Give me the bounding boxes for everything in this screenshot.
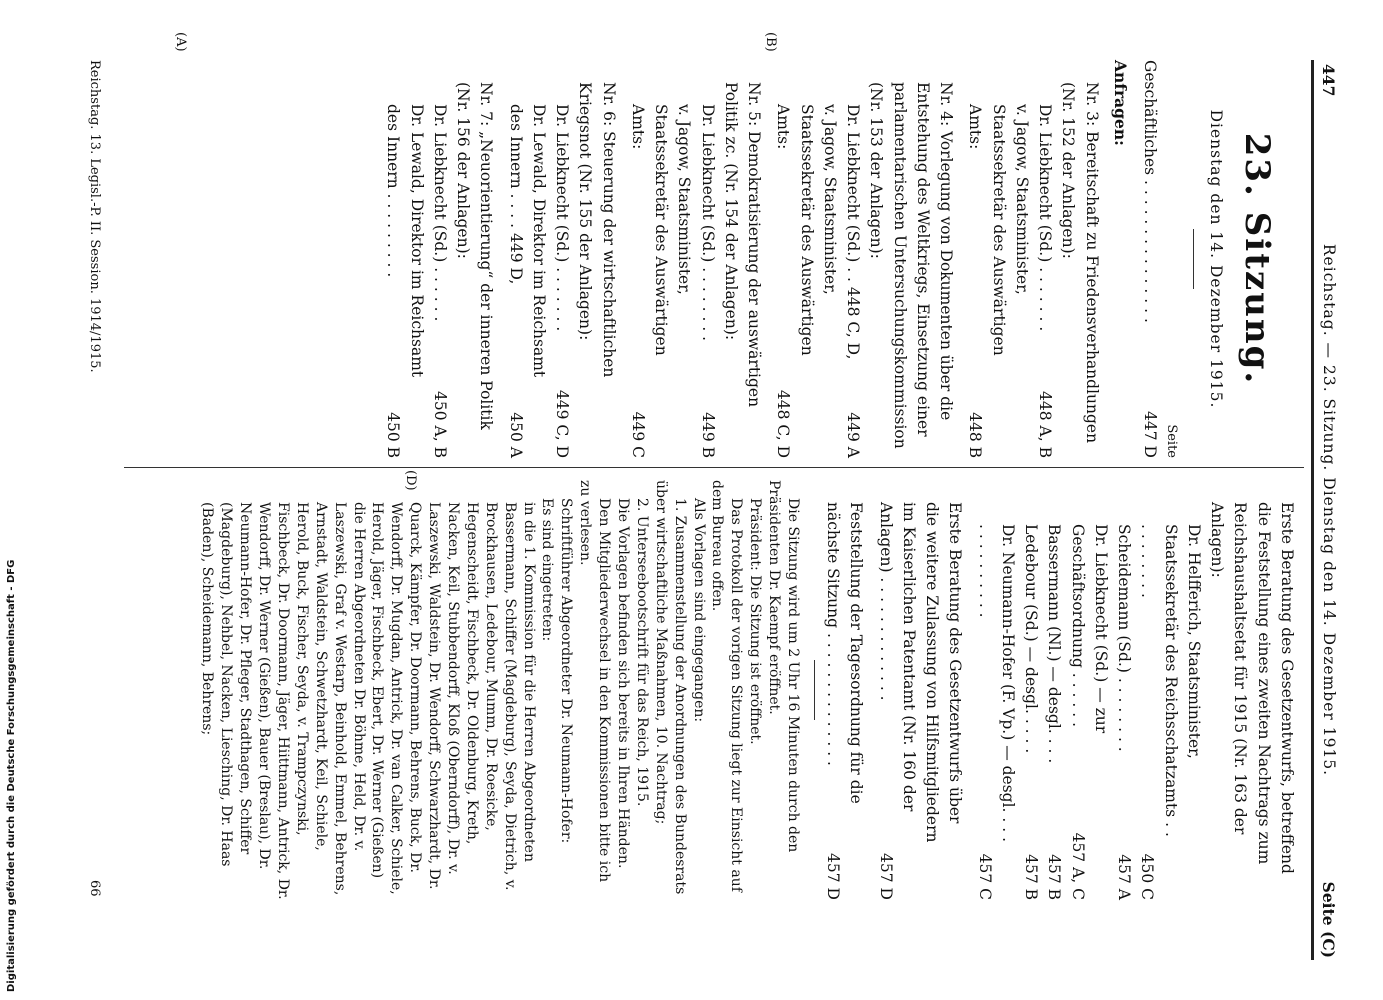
- toc-entries: [381, 60, 1161, 458]
- toc-entry: [963, 60, 1033, 458]
- entry-text: Anfragen:: [1111, 60, 1130, 146]
- sheet-number: 66: [87, 880, 102, 897]
- divider: [814, 660, 815, 720]
- toc-entry: [771, 60, 841, 458]
- body-paragraph: in die 1. Kommission für die Herren Abgeordneten Bassermann, Schiffer (Magdeburg), Seyda, Dietrich, v. Brockhausen, Ledebour, Mumm, Dr. Roesicke, Hegenscheidt, Fischbeck, Dr. Oldenburg, Kreth, Nacken, Keil, Stubbendorff, Kloß (Oberndorff), Dr. v. Laszewski, Waldstein, Dr. Wendorff, Schwarzhardt, Dr. Quarck, Kämpfer, Dr. Doormann, Behrens, Buck, Dr. Wendorff, Dr. Mugdan, Antrick, Dr. van Calker, Schiele, Herold, Jäger, Fischbeck, Ebert, Dr. Werner (Gießen): [369, 502, 537, 895]
- toc-entry: [1112, 480, 1135, 900]
- entry-text: Dr. Liebknecht (Sd.) . . . . . . . .: [698, 104, 717, 342]
- entry-text: Dr. Liebknecht (Sd.) . . . . . . .: [1036, 104, 1055, 332]
- toc-entries-continued: [821, 480, 1298, 900]
- toc-entry: [1033, 60, 1056, 458]
- toc-entry: [550, 60, 573, 458]
- running-title: Reichstag. — 23. Sitzung. Dienstag den 14. Dezember 1915.: [1320, 243, 1338, 777]
- page-number: 447: [1319, 64, 1338, 97]
- body-paragraph: Schriftführer Abgeordneter Dr. Neumann-Hofer:: [558, 498, 575, 844]
- entry-page-ref: 447 D: [1141, 411, 1160, 458]
- body-paragraph: Es sind eingetreten:: [539, 498, 556, 642]
- toc-column: [381, 60, 1304, 458]
- entry-page-ref: 448 B: [966, 412, 985, 458]
- entry-page-ref: 450 B: [384, 412, 403, 458]
- body-paragraph: 2. Unterseebootschrift für das Reich, 1915.: [633, 498, 650, 807]
- body-paragraph: Die Vorlagen befinden sich bereits in Ihren Händen.: [614, 498, 631, 869]
- toc-entry: [1019, 480, 1042, 900]
- entry-text: Bassermann (Nl.) — desgl. . . .: [1045, 524, 1064, 764]
- body-paragraph: die Herren Abgeordneten Dr. Böhme, Held, Dr. v. Laszewski, Graf v. Westarp, Beinhold, Emmel, Behrens, Arnstadt, Waldstein, Schwetzhardt, Keil, Schiele, Herold, Buck, Fischer, Seyda, v. Trampczynski, Fischbeck, Dr. Doormann, Jäger, Hiittmann, Antrick, Dr. Wendorff, Dr. Werner (Gießen), Bauer (Breslau), Dr. Neumann-Hofer, Dr. Pfleger, Stadthagen, Schiffer (Magdeburg), Nehbel, Nacken, Liesching, Dr. Haas (Baden), Scheidemann, Behrens;: [199, 502, 367, 900]
- session-title: 23. Sitzung.: [1237, 132, 1277, 386]
- entry-text: Erste Beratung des Gesetzentwurfs, betreffend die Feststellung eines zweiten Nachtrags zum Reichshaushaltsetat für 1915 (Nr. 163 der Anlagen):: [1208, 502, 1296, 874]
- proceedings-column: [198, 480, 1305, 900]
- entry-text: Dr. Liebknecht (Sd.) — zur Geschäftsordnung . . . . . .: [1068, 524, 1110, 734]
- entry-page-ref: 449 C, D: [553, 389, 572, 458]
- toc-entry: [1138, 60, 1161, 458]
- entry-page-ref: 449 B: [698, 412, 717, 458]
- toc-entry: [1109, 60, 1132, 458]
- toc-entry: [1056, 60, 1103, 458]
- entry-page-ref: 450 A, B: [431, 391, 449, 458]
- entry-text: Feststellung der Tagesordnung für die nächste Sitzung . . . . . . . . . . . . . .: [824, 502, 866, 804]
- proceedings-body: [198, 480, 803, 900]
- toc-entry: [1066, 480, 1113, 900]
- body-paragraph: 1. Zusammenstellung der Anordnungen des Bundesrats über wirtschaftliche Maßnahmen, 10. Nachtrag;: [652, 480, 688, 895]
- toc-entry: [573, 60, 620, 458]
- toc-entry: [874, 480, 967, 900]
- body-paragraph: Präsident: Die Sitzung ist eröffnet.: [747, 498, 764, 745]
- entry-page-ref: 457 A: [1115, 854, 1134, 900]
- toc-entry: [864, 60, 957, 458]
- entry-text: Scheidemann (Sd.) . . . . . . . .: [1115, 524, 1134, 752]
- entry-page-ref: 449 C: [629, 411, 647, 458]
- entry-text: v. Jagow, Staatsminister, Staatssekretär des Auswärtigen Amts:: [629, 104, 694, 356]
- session-date: Dienstag den 14. Dezember 1915.: [1207, 109, 1225, 409]
- toc-entry: [696, 60, 719, 458]
- toc-entry: [381, 60, 428, 458]
- toc-entry: [841, 60, 864, 458]
- entry-text: Ledebour (Sd.) — desgl. . . . .: [1022, 524, 1041, 754]
- entry-text: Geschäftliches . . . . . . . . . . . . . . .: [1141, 60, 1160, 323]
- entry-page-ref: 448 A, B: [1036, 391, 1055, 458]
- entry-text: Dr. Liebknecht (Sd.) . . . . . . .: [553, 104, 572, 332]
- margin-mark-a: (A): [173, 32, 188, 52]
- entry-text: v. Jagow, Staatsminister, Staatssekretär des Auswärtigen Amts:: [966, 104, 1031, 356]
- entry-text: Dr. Lewald, Direktor im Reichsamt des Innern . . . . 449 D,: [506, 104, 548, 378]
- entry-text: Dr. Neumann-Hofer (F. Vp.) — desgl. . . . . . . . . . . . . .: [975, 524, 1017, 843]
- body-paragraph: Den Mitgliederwechsel in den Kommissionen bitte ich zu verlesen.: [577, 480, 613, 883]
- page-footer: Reichstag. 13. Legisl.-P. II. Session. 1914/1915.: [87, 60, 102, 373]
- entry-text: Erste Beratung des Gesetzentwurfs über die weitere Zulassung von Hilfsmitgliedern im Kaiserlichen Patentamt (Nr. 160 der Anlagen) . . . . . . . . . . . . .: [876, 502, 965, 843]
- rotated-page: [80, 32, 1340, 960]
- entry-text: Nr. 4: Vorlegung von Dokumenten über die Entstehung des Weltkriegs, Einsetzung einer parlamentarischen Untersuchungskommission (Nr. 153 der Anlagen):: [867, 82, 956, 449]
- toc-entry: [626, 60, 696, 458]
- seite-label: Seite (C): [1319, 881, 1338, 958]
- margin-mark-b: (B): [763, 32, 778, 52]
- entry-page-ref: 457 C: [975, 853, 994, 900]
- toc-entry: [504, 60, 551, 458]
- entry-page-ref: 457 B: [1045, 854, 1064, 900]
- entry-text: Dr. Liebknecht (Sd.) . . 448 C, D,: [844, 104, 863, 360]
- toc-entry: [821, 480, 868, 900]
- entry-page-ref: 457 B: [1022, 854, 1041, 900]
- body-paragraph: Das Protokoll der vorigen Sitzung liegt zur Einsicht auf dem Bureau offen.: [709, 480, 745, 892]
- entry-text: Nr. 7: „Neuorientierung“ der inneren Politik (Nr. 156 der Anlagen):: [454, 82, 496, 430]
- entry-page-ref: 448 C, D: [774, 389, 793, 458]
- toc-entry: [451, 60, 498, 458]
- entry-page-ref: 450 A: [506, 412, 525, 458]
- toc-entry: [1135, 480, 1205, 900]
- entry-text: v. Jagow, Staatsminister, Staatssekretär des Auswärtigen Amts:: [774, 104, 839, 356]
- margin-mark-d: (D): [403, 470, 418, 491]
- digitization-credit: Digitalisierung gefördert durch die Deutsche Forschungsgemeinschaft - DFG: [6, 559, 17, 992]
- body-paragraph: Die Sitzung wird um 2 Uhr 16 Minuten durch den Präsidenten Dr. Kaempf eröffnet.: [766, 480, 801, 853]
- entry-text: Nr. 3: Bereitschaft zu Friedensverhandlungen (Nr. 152 der Anlagen):: [1059, 82, 1101, 444]
- body-paragraph: Als Vorlagen sind eingegangen:: [690, 498, 707, 723]
- entry-page-ref: 450 C: [1138, 853, 1157, 900]
- entry-text: Dr. Lewald, Direktor im Reichsamt des Innern . . . . . . . . .: [384, 104, 426, 378]
- entry-text: Dr. Liebknecht (Sd.) . . . . . .: [431, 104, 449, 322]
- entry-text: Nr. 5: Demokratisierung der auswärtigen Politik zc. (Nr. 154 der Anlagen):: [722, 82, 764, 408]
- divider: [1193, 229, 1194, 289]
- column-divider: [124, 467, 1304, 468]
- toc-entry: [1205, 480, 1298, 900]
- entry-page-ref: 449 A: [844, 412, 863, 458]
- entry-text: Dr. Helfferich, Staatsminister, Staatssekretär des Reichsschatzamts . . . . . . . . . .: [1138, 524, 1203, 837]
- entry-page-ref: 457 D: [876, 853, 895, 900]
- running-header: [1311, 60, 1340, 960]
- entry-page-ref: 457 A, C: [1068, 832, 1087, 900]
- toc-entry: [428, 60, 451, 458]
- toc-entry: [1042, 480, 1065, 900]
- toc-entry: [719, 60, 766, 458]
- entry-text: Nr. 6: Steuerung der wirtschaftlichen Kriegsnot (Nr. 155 der Anlagen):: [576, 82, 618, 378]
- seite-heading: Seite: [1163, 424, 1179, 458]
- toc-entry: [973, 480, 1020, 900]
- entry-page-ref: 457 D: [824, 853, 843, 900]
